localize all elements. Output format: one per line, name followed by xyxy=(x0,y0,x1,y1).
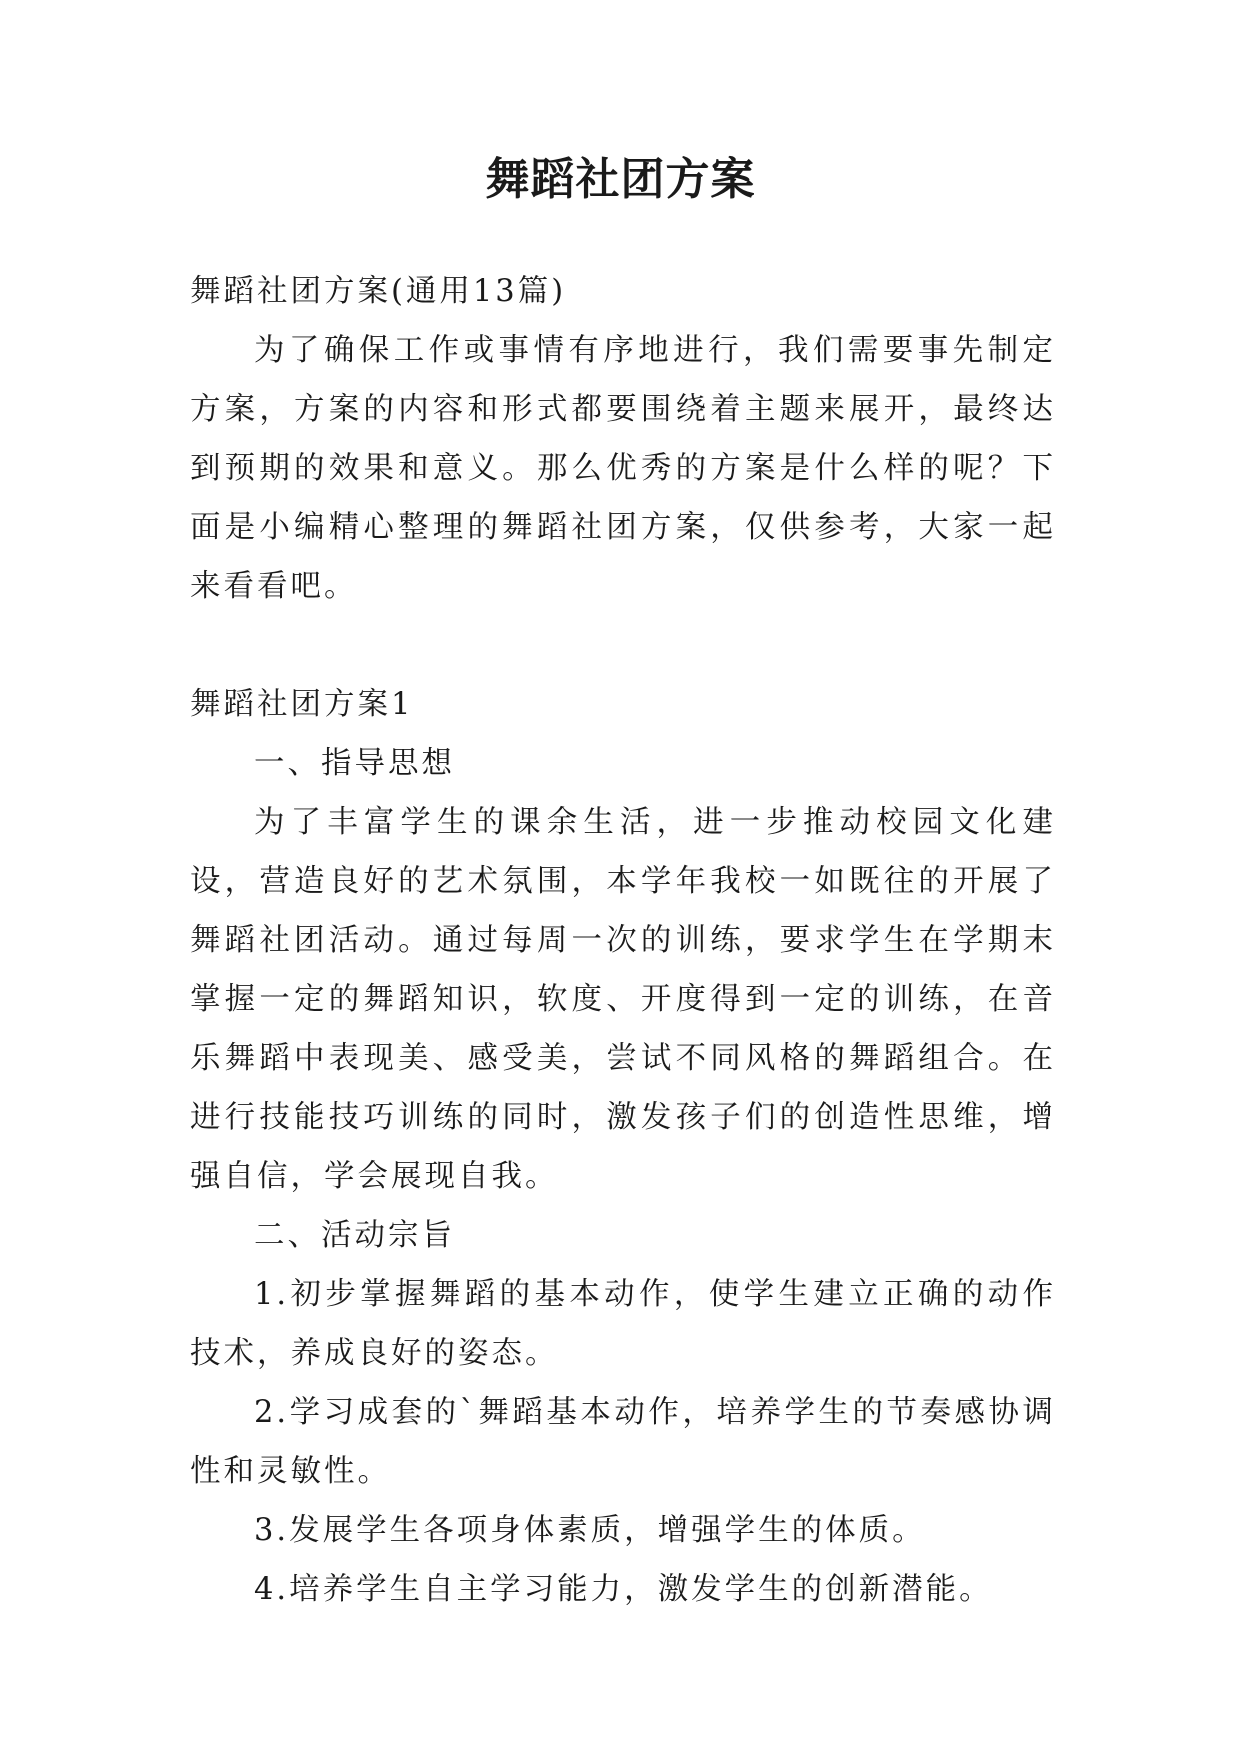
part-heading-activity-purpose: 二、活动宗旨 xyxy=(254,1218,455,1253)
purpose-item: 2.学习成套的`舞蹈基本动作，培养学生的节奏感协调性和灵敏性。 xyxy=(190,1395,1056,1489)
guiding-thought-paragraph: 为了丰富学生的课余生活，进一步推动校园文化建设，营造良好的艺术氛围，本学年我校一如既往的开展了舞蹈社团活动。通过每周一次的训练，要求学生在学期末掌握一定的舞蹈知识，软度、开度得到一定的训练，在音乐舞蹈中表现美、感受美，尝试不同风格的舞蹈组合。在进行技能技巧训练的同时，激发孩子们的创造性思维，增强自信，学会展现自我。 xyxy=(190,805,1056,1194)
paragraph-gap xyxy=(190,616,1056,675)
purpose-item: 4.培养学生自主学习能力，激发学生的创新潜能。 xyxy=(254,1572,993,1607)
section-heading: 舞蹈社团方案1 xyxy=(190,687,414,722)
intro-paragraph: 为了确保工作或事情有序地进行，我们需要事先制定方案，方案的内容和形式都要围绕着主题来展开，最终达到预期的效果和意义。那么优秀的方案是什么样的呢？下面是小编精心整理的舞蹈社团方案，仅供参考，大家一起来看看吧。 xyxy=(190,333,1056,604)
document-subtitle: 舞蹈社团方案(通用13篇) xyxy=(190,274,567,309)
document-body xyxy=(190,262,1056,1619)
purpose-item: 1.初步掌握舞蹈的基本动作，使学生建立正确的动作技术，养成良好的姿态。 xyxy=(190,1277,1056,1371)
purpose-item: 3.发展学生各项身体素质，增强学生的体质。 xyxy=(254,1513,926,1548)
part-heading-guiding-thought: 一、指导思想 xyxy=(254,746,455,781)
document-title: 舞蹈社团方案 xyxy=(485,154,756,205)
